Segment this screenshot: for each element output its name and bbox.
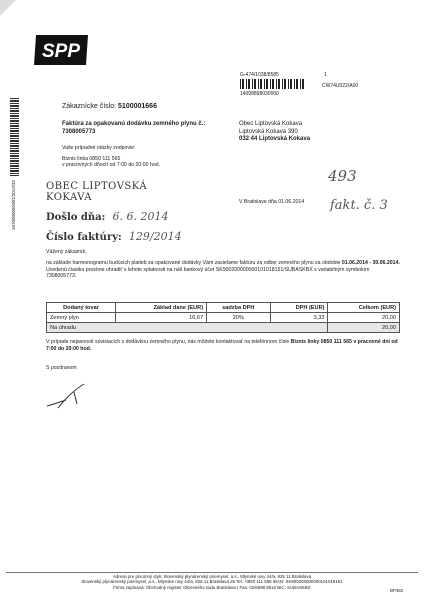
stamp-invoice-number: 129/2014 [128,230,182,243]
salutation: Vážený zákazník, [46,249,87,255]
folded-corner [0,0,16,16]
document-code: CW74U022/A00 [322,83,359,89]
table-row [47,313,400,323]
date-line: V Bratislave dňa 01.06.2014 [239,199,305,205]
logo-text: SPP [41,41,81,62]
questions-hours: v pracovných dňoch od 7:00 do 20:00 hod. [62,162,161,168]
signature [44,380,88,412]
invoice-title-line1: Faktúra za opakovanú dodávku zemného plynu č.: [62,121,206,127]
cell-goods: Zemný plyn [47,313,116,323]
contact-text-a: V prípade nejasností súvisiacich s dodávkou zemného plynu, nás môžete kontaktovať na telefónnom čísle [46,339,291,345]
stamp-received-row [46,210,186,223]
top-barcode [240,79,306,89]
body-paragraph-1 [46,260,400,267]
col-tax-base: Základ dane (EUR) [116,303,207,313]
invoice-title [62,121,232,136]
table-header-row [47,303,400,313]
customer-number-label: Zákaznícke číslo: [62,103,117,110]
contact-phone: Biznis linky 0850 111 565 [290,339,352,345]
body-p1-text: na základe harmonogramu budúcich platieb za opakované dodávky Vám zasielame faktúru za odber zemného plynu za obdobie [46,260,342,266]
questions-block [62,145,160,169]
closing: S pozdravom [46,365,77,371]
page-number: 1 [324,72,327,78]
cell-vat: 3,33 [270,313,328,323]
footer-code: BP482 [390,588,404,593]
received-stamp [46,181,186,243]
body-text [46,260,400,280]
customer-number-value: 5100001666 [118,103,157,110]
col-total: Celkom (EUR) [328,303,400,313]
billing-period: 01.06.2014 - 30.06.2014. [341,260,400,266]
side-barcode [10,98,19,176]
recipient-address [239,121,310,144]
stamp-municipality: OBEC LIPTOVSKÁ KOKAVA [46,181,148,203]
recipient-name: Obec Liptovská Kokava [239,121,303,127]
questions-phone: Biznis linka 0850 111 565 [62,155,121,162]
total-value: 20,00 [328,323,400,333]
recipient-city: 032 44 Liptovská Kokava [239,136,311,142]
handwritten-number: 493 [328,167,357,185]
footer-line-3: Firma zapísaná: Obchodný register Okresného súdu Bratislava I Fax: 02/6898 8010 BIC: SUBASKBX [113,584,311,590]
cell-total: 20,00 [328,313,400,323]
footer-rule [6,572,418,573]
footer-line-1: Adresa pre písomný styk: Slovenský plynárenský priemysel, a.s., Mlynské nivy 44/a, 825 11 Bratislava [112,574,312,579]
questions-heading: Vaše prípadné otázky zodpovie: [62,145,136,151]
stamp-invoice-label: Číslo faktúry: [46,232,122,243]
side-code: 1876000050301/2013/32 [11,180,16,231]
total-label: Na úhradu [47,323,328,333]
col-vat: DPH (EUR) [270,303,328,313]
stamp-invoice-row [46,230,186,243]
col-goods: Dodaný tovar [47,303,116,313]
spp-logo [30,33,92,67]
body-paragraph-2: Uvedenú čiastku prosíme uhradiť v lehote splatnosti na náš bankový účet SK9002000000001010181​51/SUBASKBX s variabilným symbolom 7308005773. [46,266,370,279]
footer [6,574,418,590]
stamp-received-date: 6. 6. 2014 [112,210,169,223]
contact-hours: v pracovné dni od 7:00 do 20:00 hod. [46,339,398,352]
customer-number [62,102,157,111]
contact-text [46,339,400,352]
handwritten-note: fakt. č. 3 [330,198,388,213]
invoice-table [46,302,400,333]
top-code: G-474/1038/8585 [240,72,279,78]
table-total-row [47,323,400,333]
cell-tax-base: 16,67 [116,313,207,323]
footer-line-2: Slovenský plynárenský priemysel, a.s., Mlynské nivy 44/a, 825 11 Bratislava 26 Tel.: 0850 111 565 IBAN: SK9002000000001010181​51 [81,579,343,585]
recipient-street: Liptovská Kokava 390 [239,128,298,135]
barcode-number: 14008898030000 [240,91,279,97]
cell-vat-rate: 20% [207,313,270,323]
stamp-received-label: Došlo dňa: [46,212,106,223]
col-vat-rate: sadzba DPH [207,303,270,313]
invoice-number: 7308005773 [62,128,96,135]
